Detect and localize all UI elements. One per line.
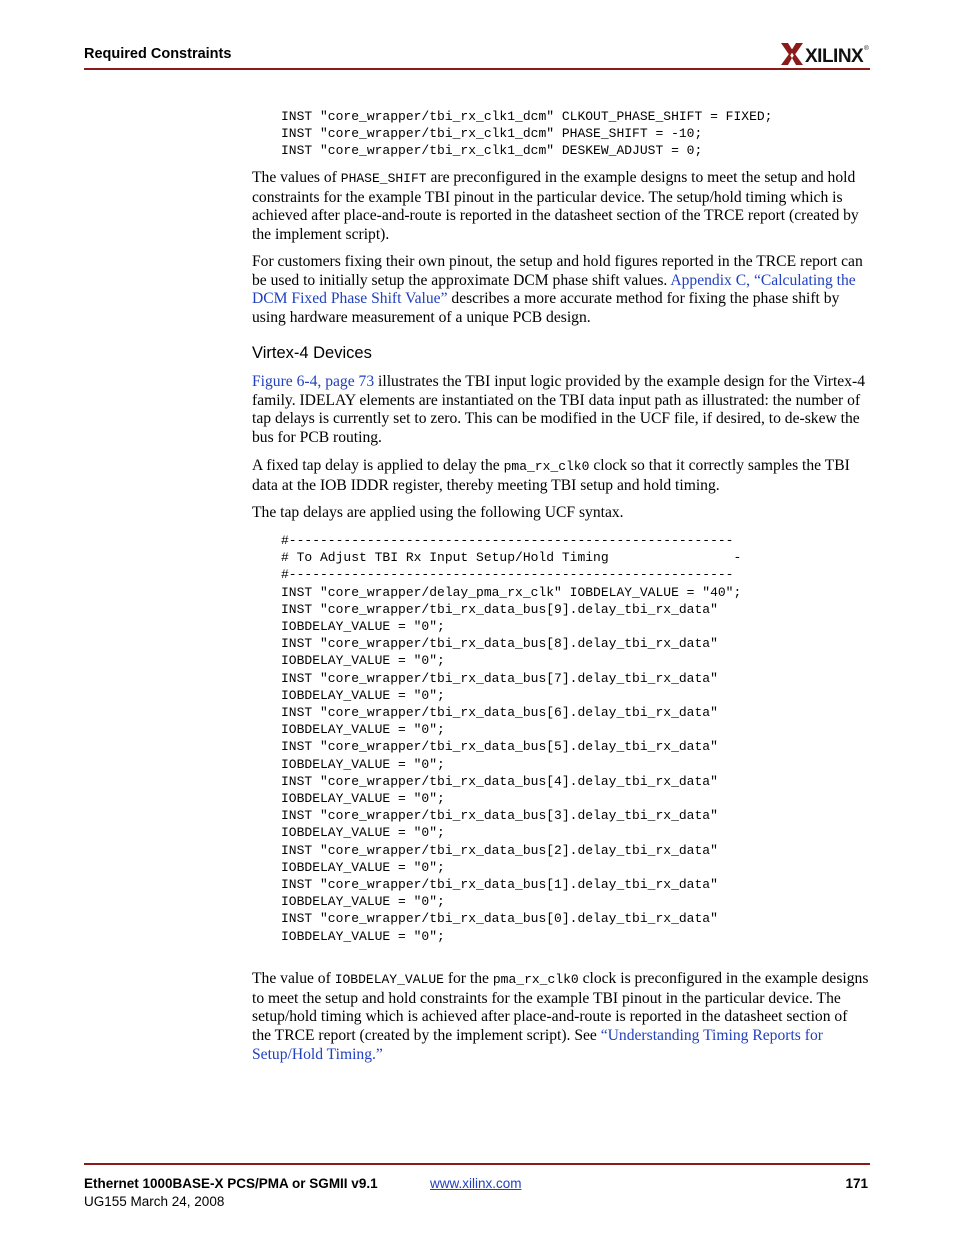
inline-code: pma_rx_clk0 (503, 459, 590, 474)
registered-mark: ® (864, 45, 869, 52)
code-line: INST "core_wrapper/tbi_rx_data_bus[2].delay_tbi_rx_data" (281, 842, 718, 858)
code-line: INST "core_wrapper/tbi_rx_data_bus[9].delay_tbi_rx_data" (281, 601, 718, 617)
inline-code: IOBDELAY_VALUE (334, 972, 444, 987)
text-run: clock so that it correctly samples the TBI data at the IOB IDDR register, thereby meeting TBI setup and hold timing. (252, 457, 850, 494)
text-run: describes a more accurate method for fixing the phase shift by using hardware measurement of a unique PCB design. (252, 290, 840, 327)
inline-code: pma_rx_clk0 (492, 972, 579, 987)
text-run: are preconfigured in the example designs to meet the setup and hold constraints for the example TBI pinout in the particular device. The setup/hold timing which is achieved after place-and-route is reported in the datasheet section of the TRCE report (created by the implement script). (252, 169, 859, 244)
text-run: A fixed tap delay is applied to delay the (252, 457, 504, 474)
code-line: IOBDELAY_VALUE = "0"; (281, 825, 445, 841)
code-line: INST "core_wrapper/tbi_rx_data_bus[6].delay_tbi_rx_data" (281, 705, 718, 721)
code-line: IOBDELAY_VALUE = "0"; (281, 619, 445, 635)
link-appendix-c[interactable]: Appendix C, “Calculating the DCM Fixed Phase Shift Value” (252, 271, 856, 308)
header-rule (84, 68, 870, 70)
code-line: INST "core_wrapper/tbi_rx_data_bus[1].delay_tbi_rx_data" (281, 877, 718, 893)
text-run: clock is preconfigured in the example designs to meet the setup and hold constraints for the example TBI pinout in the particular device. The setup/hold timing which is achieved after place-and-route is reported in the datasheet section of the TRCE report (created by the implement script). See (252, 970, 869, 1045)
xilinx-logo (779, 40, 871, 68)
code-line: IOBDELAY_VALUE = "0"; (281, 928, 445, 944)
paragraph-virtex4-tbi (252, 373, 870, 448)
code-line: IOBDELAY_VALUE = "0"; (281, 859, 445, 875)
code-line: IOBDELAY_VALUE = "0"; (281, 791, 445, 807)
running-header-title: Required Constraints (84, 46, 232, 62)
paragraph-fixed-tap-delay (252, 457, 870, 495)
code-line: IOBDELAY_VALUE = "0"; (281, 653, 445, 669)
paragraph-phase-shift (252, 169, 870, 245)
paragraph-iobdelay-value (252, 970, 870, 1065)
footer-document-date: UG155 March 24, 2008 (84, 1194, 225, 1209)
code-line: # To Adjust TBI Rx Input Setup/Hold Timing - (281, 550, 742, 566)
code-line: #--------------------------------------------------------- (281, 533, 734, 548)
code-line: IOBDELAY_VALUE = "0"; (281, 894, 445, 910)
code-block-ucf-iobdelay (281, 532, 741, 945)
text-run: illustrates the TBI input logic provided by the example design for the Virtex-4 family. IDELAY elements are instantiated on the TBI data input path as illustrated: the number of tap delays is currently set to zero. This can be modified in the UCF file, if desired, to de-skew the bus for PCB routing. (252, 373, 866, 447)
paragraph-ucf-syntax: The tap delays are applied using the following UCF syntax. (252, 504, 624, 521)
page-number: 171 (845, 1176, 868, 1191)
link-figure-6-4[interactable]: Figure 6-4, page 73 (252, 373, 375, 390)
code-line: INST "core_wrapper/tbi_rx_data_bus[5].delay_tbi_rx_data" (281, 739, 718, 755)
paragraph-custom-pinout (252, 253, 870, 328)
footer-website-link[interactable]: www.xilinx.com (430, 1176, 522, 1191)
code-line: INST "core_wrapper/tbi_rx_clk1_dcm" PHASE_SHIFT = -10; (281, 126, 703, 142)
footer-document-title: Ethernet 1000BASE-X PCS/PMA or SGMII v9.1 (84, 1176, 378, 1191)
footer-rule (84, 1163, 870, 1165)
code-line: IOBDELAY_VALUE = "0"; (281, 687, 445, 703)
text-run: for the (443, 970, 493, 987)
code-line: INST "core_wrapper/tbi_rx_data_bus[3].delay_tbi_rx_data" (281, 808, 718, 824)
code-line: IOBDELAY_VALUE = "0"; (281, 722, 445, 738)
link-understanding-timing-reports[interactable]: “Understanding Timing Reports for Setup/Hold Timing.” (252, 1027, 823, 1063)
code-line: INST "core_wrapper/tbi_rx_data_bus[0].delay_tbi_rx_data" (281, 911, 718, 927)
section-heading-virtex4: Virtex-4 Devices (252, 344, 372, 362)
code-line: #--------------------------------------------------------- (281, 567, 734, 583)
text-run: For customers fixing their own pinout, the setup and hold figures reported in the TRCE report can be used to initially setup the approximate DCM phase shift values. (252, 253, 863, 289)
logo-wordmark: XILINX (805, 46, 864, 67)
text-run: The values of (252, 169, 341, 186)
code-block-dcm-constraints (281, 108, 772, 160)
code-line: INST "core_wrapper/tbi_rx_clk1_dcm" DESKEW_ADJUST = 0; (281, 143, 703, 159)
code-line: INST "core_wrapper/tbi_rx_clk1_dcm" CLKOUT_PHASE_SHIFT = FIXED; (281, 109, 773, 124)
code-line: IOBDELAY_VALUE = "0"; (281, 756, 445, 772)
code-line: INST "core_wrapper/tbi_rx_data_bus[4].delay_tbi_rx_data" (281, 773, 718, 789)
text-run: The value of (252, 970, 335, 987)
inline-code: PHASE_SHIFT (340, 171, 427, 186)
xilinx-x-mark-icon (781, 43, 803, 65)
code-line: INST "core_wrapper/tbi_rx_data_bus[8].delay_tbi_rx_data" (281, 636, 718, 652)
code-line: INST "core_wrapper/tbi_rx_data_bus[7].delay_tbi_rx_data" (281, 670, 718, 686)
code-line: INST "core_wrapper/delay_pma_rx_clk" IOBDELAY_VALUE = "40"; (281, 584, 742, 600)
